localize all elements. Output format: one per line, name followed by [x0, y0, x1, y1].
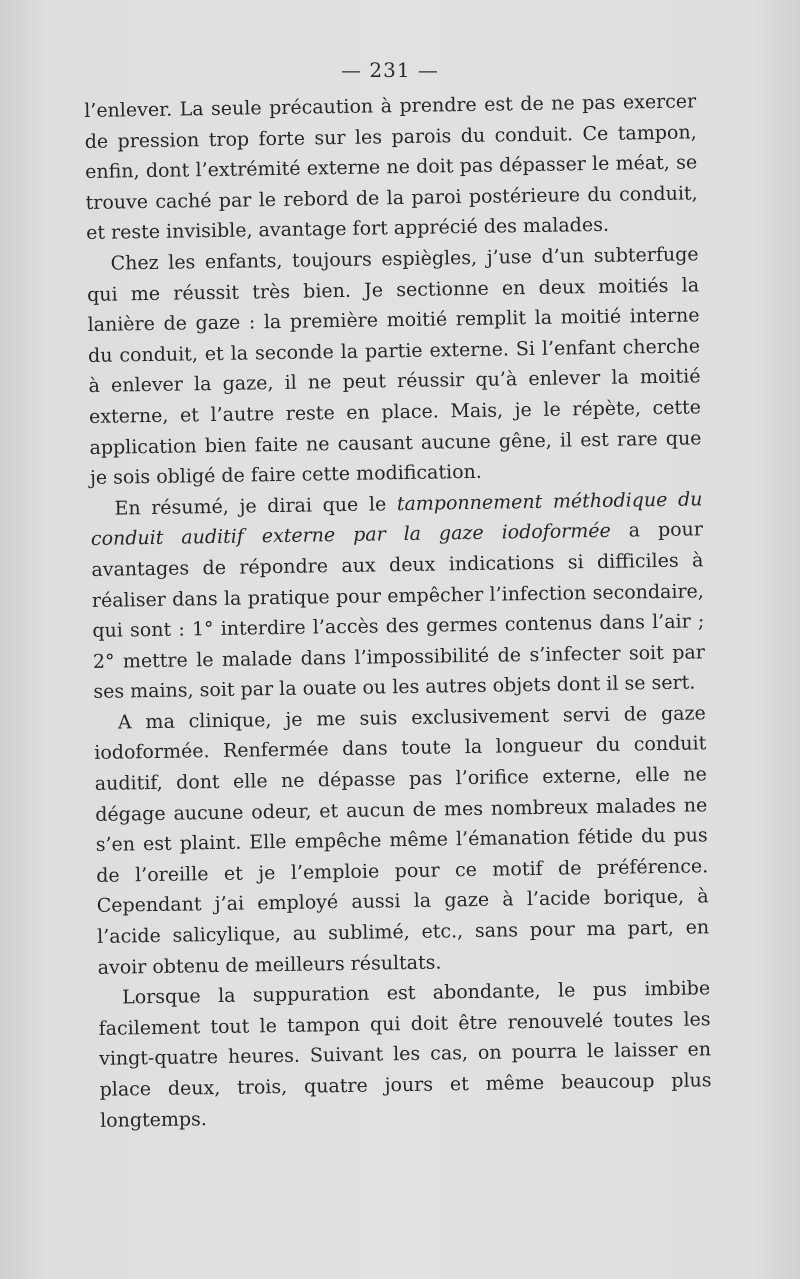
- paragraph-text: Lorsque la suppuration est abondante, le pus imbibe facilement tout le tampon qui doit être renouvelé toutes les vingt-quatre heures. Suivant les cas, on pourra le laisser en place deux, trois, quatre jours et même beaucoup plus longtemps.: [98, 977, 712, 1132]
- italic-phrase: tamponnement méthodique du conduit auditif externe par la gaze iodoformée: [90, 488, 703, 551]
- paragraph-text: En résumé, je dirai que le: [114, 492, 398, 520]
- paragraph: [90, 484, 705, 708]
- paragraph-text: a pour avantages de répondre aux deux indications si difficiles à réaliser dans la pratique pour empêcher l’infection secondaire, qui sont : 1° interdire l’accès des germes contenus dans l’air ; 2° mettre le malade dans l’impossibilité de s’infecter soit par ses mains, soit par la ouate ou les autres objets dont il se sert.: [91, 518, 705, 704]
- page-number: — 231 —: [341, 58, 439, 82]
- paragraph: [98, 973, 712, 1136]
- paragraph: [84, 86, 698, 249]
- paragraph-text: A ma clinique, je me suis exclusivement servi de gaze iodoformée. Renfermée dans toute la longueur du conduit auditif, dont elle ne dépasse pas l’orifice externe, elle ne dégage aucune odeur, et aucun de mes nombreux malades ne s’en est plaint. Elle empêche même l’émanation fétide du pus de l’oreille et je l’emploie pour ce motif de préférence. Cependant j’ai employé aussi la gaze à l’acide borique, à l’acide salicylique, au sublimé, etc., sans pour ma part, en avoir obtenu de meilleurs résultats.: [94, 702, 710, 979]
- body-text: [84, 86, 712, 1136]
- paragraph: [86, 239, 702, 493]
- paragraph-text: l’enlever. La seule précaution à prendre est de ne pas exercer de pression trop forte sur les parois du conduit. Ce tampon, enfin, dont l’extrémité externe ne doit pas dépasser le méat, se trouve caché par le rebord de la paroi postérieure du conduit, et reste invisible, avantage fort apprécié des malades.: [84, 90, 698, 245]
- paragraph-text: Chez les enfants, toujours espiègles, j’use d’un subterfuge qui me réussit très bien. Je sectionne en deux moitiés la lanière de gaze : la première moitié remplit la moitié interne du conduit, et la seconde la partie externe. Si l’enfant cherche à enlever la gaze, il ne peut réussir qu’à enlever la moitié externe, et l’autre reste en place. Mais, je le répète, cette application bien faite ne causant aucune gêne, il est rare que je sois obligé de faire cette modification.: [86, 243, 702, 490]
- paragraph: [94, 698, 710, 983]
